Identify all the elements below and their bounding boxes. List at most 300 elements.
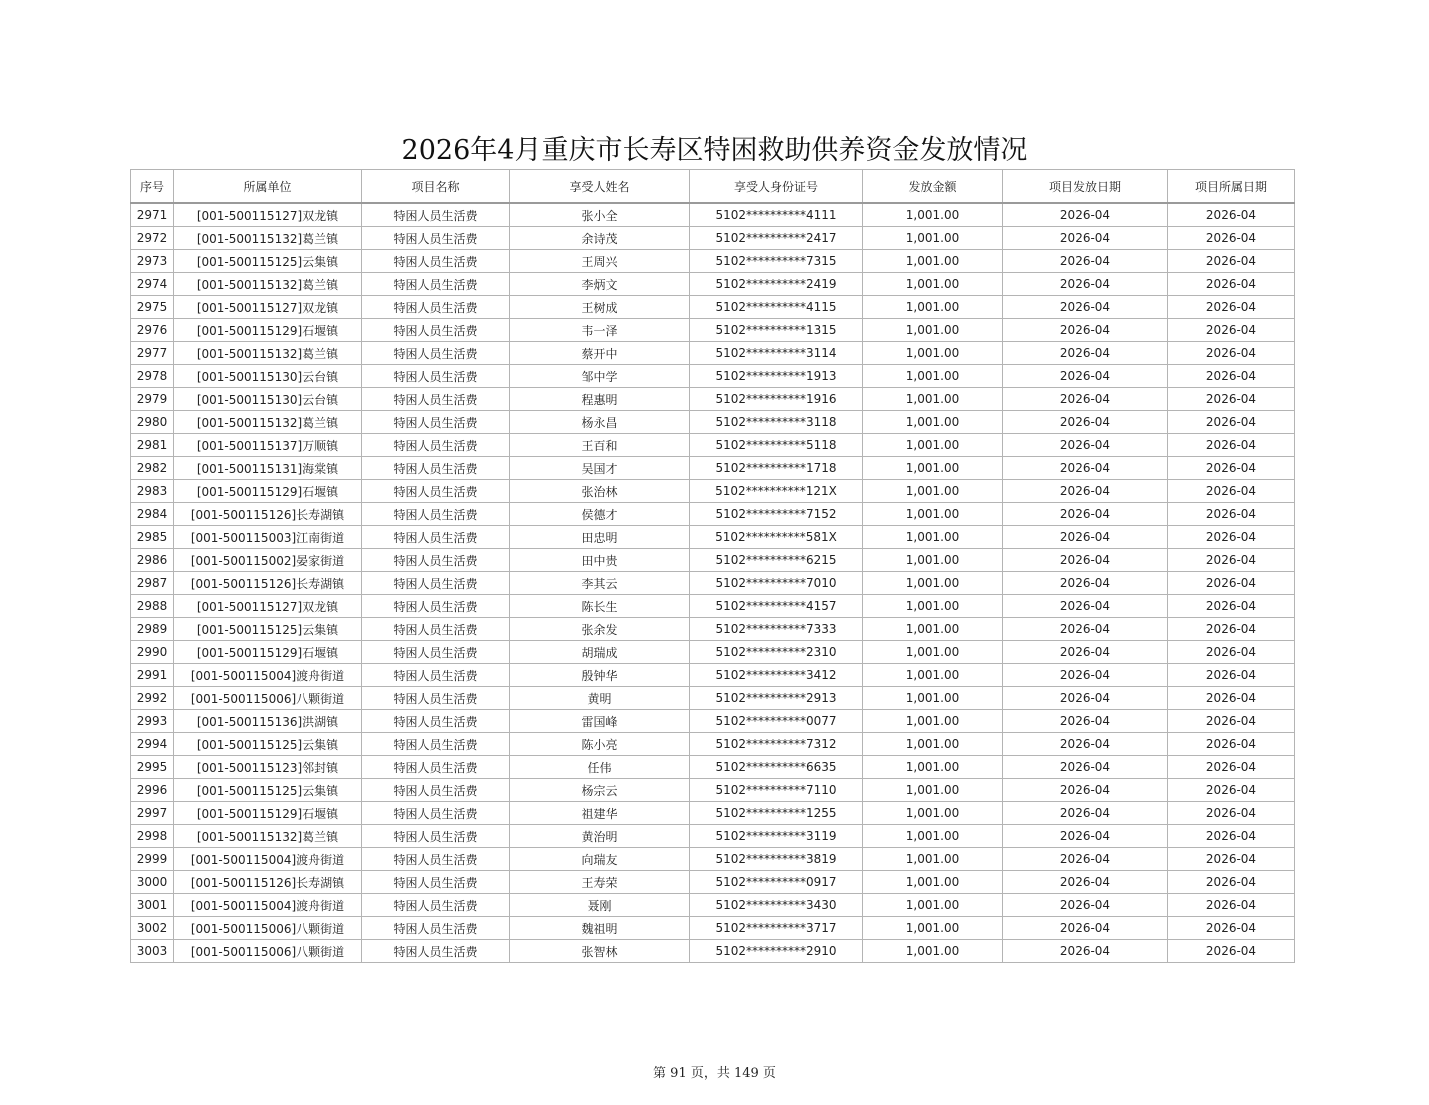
cell-period-date: 2026-04 (1168, 296, 1295, 319)
cell-project-name: 特困人员生活费 (362, 365, 510, 388)
cell-project-name: 特困人员生活费 (362, 733, 510, 756)
cell-recipient-id: 5102**********7315 (690, 250, 863, 273)
cell-index: 2991 (131, 664, 174, 687)
cell-index: 2981 (131, 434, 174, 457)
cell-amount: 1,001.00 (863, 365, 1003, 388)
cell-amount: 1,001.00 (863, 434, 1003, 457)
cell-period-date: 2026-04 (1168, 733, 1295, 756)
cell-period-date: 2026-04 (1168, 710, 1295, 733)
cell-amount: 1,001.00 (863, 273, 1003, 296)
cell-recipient-name: 张余发 (510, 618, 690, 641)
cell-recipient-name: 魏祖明 (510, 917, 690, 940)
cell-recipient-name: 张小全 (510, 203, 690, 227)
cell-amount: 1,001.00 (863, 503, 1003, 526)
cell-recipient-name: 向瑞友 (510, 848, 690, 871)
cell-unit: [001-500115127]双龙镇 (174, 203, 362, 227)
cell-recipient-id: 5102**********7312 (690, 733, 863, 756)
cell-recipient-name: 陈小亮 (510, 733, 690, 756)
header-index: 序号 (131, 170, 174, 204)
cell-recipient-name: 任伟 (510, 756, 690, 779)
cell-project-name: 特困人员生活费 (362, 388, 510, 411)
table-row (131, 250, 1295, 273)
table-row (131, 365, 1295, 388)
cell-unit: [001-500115004]渡舟街道 (174, 894, 362, 917)
cell-recipient-id: 5102**********6215 (690, 549, 863, 572)
cell-index: 2972 (131, 227, 174, 250)
cell-recipient-id: 5102**********1718 (690, 457, 863, 480)
cell-period-date: 2026-04 (1168, 779, 1295, 802)
cell-project-name: 特困人员生活费 (362, 227, 510, 250)
cell-issue-date: 2026-04 (1003, 940, 1168, 963)
cell-period-date: 2026-04 (1168, 503, 1295, 526)
cell-issue-date: 2026-04 (1003, 319, 1168, 342)
cell-index: 2994 (131, 733, 174, 756)
cell-unit: [001-500115132]葛兰镇 (174, 825, 362, 848)
cell-project-name: 特困人员生活费 (362, 434, 510, 457)
cell-unit: [001-500115006]八颗街道 (174, 940, 362, 963)
cell-issue-date: 2026-04 (1003, 687, 1168, 710)
cell-project-name: 特困人员生活费 (362, 687, 510, 710)
cell-amount: 1,001.00 (863, 641, 1003, 664)
table-row (131, 848, 1295, 871)
table-row (131, 457, 1295, 480)
cell-issue-date: 2026-04 (1003, 503, 1168, 526)
table-row (131, 273, 1295, 296)
table-header-row (131, 170, 1295, 204)
cell-unit: [001-500115132]葛兰镇 (174, 227, 362, 250)
table-row (131, 296, 1295, 319)
cell-project-name: 特困人员生活费 (362, 618, 510, 641)
table-row (131, 756, 1295, 779)
cell-recipient-id: 5102**********2419 (690, 273, 863, 296)
cell-issue-date: 2026-04 (1003, 710, 1168, 733)
cell-recipient-id: 5102**********4115 (690, 296, 863, 319)
cell-period-date: 2026-04 (1168, 365, 1295, 388)
payment-table (130, 169, 1295, 963)
cell-issue-date: 2026-04 (1003, 342, 1168, 365)
cell-issue-date: 2026-04 (1003, 296, 1168, 319)
cell-issue-date: 2026-04 (1003, 664, 1168, 687)
cell-issue-date: 2026-04 (1003, 526, 1168, 549)
cell-issue-date: 2026-04 (1003, 388, 1168, 411)
cell-recipient-id: 5102**********3430 (690, 894, 863, 917)
cell-period-date: 2026-04 (1168, 618, 1295, 641)
table-row (131, 917, 1295, 940)
cell-recipient-name: 胡瑞成 (510, 641, 690, 664)
header-unit: 所属单位 (174, 170, 362, 204)
cell-unit: [001-500115132]葛兰镇 (174, 411, 362, 434)
cell-recipient-id: 5102**********3412 (690, 664, 863, 687)
cell-amount: 1,001.00 (863, 664, 1003, 687)
cell-period-date: 2026-04 (1168, 388, 1295, 411)
cell-unit: [001-500115003]江南街道 (174, 526, 362, 549)
cell-period-date: 2026-04 (1168, 641, 1295, 664)
cell-project-name: 特困人员生活费 (362, 641, 510, 664)
table-row (131, 503, 1295, 526)
cell-amount: 1,001.00 (863, 526, 1003, 549)
cell-unit: [001-500115123]邻封镇 (174, 756, 362, 779)
page-number: 第 91 页，共 149 页 (653, 1066, 776, 1081)
payment-table-container (130, 169, 1294, 963)
cell-recipient-id: 5102**********4157 (690, 595, 863, 618)
cell-unit: [001-500115129]石堰镇 (174, 480, 362, 503)
cell-unit: [001-500115006]八颗街道 (174, 917, 362, 940)
cell-index: 2989 (131, 618, 174, 641)
cell-issue-date: 2026-04 (1003, 572, 1168, 595)
cell-index: 2993 (131, 710, 174, 733)
cell-issue-date: 2026-04 (1003, 457, 1168, 480)
cell-period-date: 2026-04 (1168, 480, 1295, 503)
table-row (131, 388, 1295, 411)
cell-period-date: 2026-04 (1168, 549, 1295, 572)
cell-amount: 1,001.00 (863, 710, 1003, 733)
cell-project-name: 特困人员生活费 (362, 526, 510, 549)
cell-amount: 1,001.00 (863, 871, 1003, 894)
table-row (131, 664, 1295, 687)
cell-index: 2990 (131, 641, 174, 664)
cell-recipient-name: 王百和 (510, 434, 690, 457)
cell-unit: [001-500115130]云台镇 (174, 365, 362, 388)
cell-recipient-name: 陈长生 (510, 595, 690, 618)
cell-period-date: 2026-04 (1168, 848, 1295, 871)
table-row (131, 871, 1295, 894)
table-row (131, 802, 1295, 825)
cell-project-name: 特困人员生活费 (362, 779, 510, 802)
cell-recipient-name: 邹中学 (510, 365, 690, 388)
cell-issue-date: 2026-04 (1003, 227, 1168, 250)
cell-amount: 1,001.00 (863, 250, 1003, 273)
cell-index: 2976 (131, 319, 174, 342)
header-recipient-id: 享受人身份证号 (690, 170, 863, 204)
cell-recipient-id: 5102**********6635 (690, 756, 863, 779)
cell-amount: 1,001.00 (863, 480, 1003, 503)
cell-unit: [001-500115125]云集镇 (174, 250, 362, 273)
cell-recipient-name: 黄治明 (510, 825, 690, 848)
cell-index: 2977 (131, 342, 174, 365)
cell-recipient-name: 王树成 (510, 296, 690, 319)
cell-project-name: 特困人员生活费 (362, 457, 510, 480)
cell-unit: [001-500115129]石堰镇 (174, 641, 362, 664)
cell-recipient-id: 5102**********3114 (690, 342, 863, 365)
cell-amount: 1,001.00 (863, 802, 1003, 825)
cell-unit: [001-500115125]云集镇 (174, 733, 362, 756)
cell-recipient-id: 5102**********2417 (690, 227, 863, 250)
header-period-date: 项目所属日期 (1168, 170, 1295, 204)
cell-index: 2973 (131, 250, 174, 273)
cell-unit: [001-500115125]云集镇 (174, 618, 362, 641)
cell-project-name: 特困人员生活费 (362, 319, 510, 342)
cell-index: 2978 (131, 365, 174, 388)
cell-unit: [001-500115131]海棠镇 (174, 457, 362, 480)
cell-issue-date: 2026-04 (1003, 549, 1168, 572)
cell-project-name: 特困人员生活费 (362, 203, 510, 227)
cell-amount: 1,001.00 (863, 296, 1003, 319)
cell-recipient-id: 5102**********0077 (690, 710, 863, 733)
cell-unit: [001-500115126]长寿湖镇 (174, 503, 362, 526)
cell-amount: 1,001.00 (863, 227, 1003, 250)
cell-unit: [001-500115006]八颗街道 (174, 687, 362, 710)
cell-recipient-name: 李炳文 (510, 273, 690, 296)
cell-recipient-id: 5102**********2310 (690, 641, 863, 664)
cell-period-date: 2026-04 (1168, 940, 1295, 963)
cell-issue-date: 2026-04 (1003, 595, 1168, 618)
cell-unit: [001-500115130]云台镇 (174, 388, 362, 411)
cell-index: 2997 (131, 802, 174, 825)
cell-index: 2992 (131, 687, 174, 710)
cell-index: 2984 (131, 503, 174, 526)
cell-period-date: 2026-04 (1168, 526, 1295, 549)
cell-amount: 1,001.00 (863, 848, 1003, 871)
cell-project-name: 特困人员生活费 (362, 848, 510, 871)
cell-recipient-name: 杨宗云 (510, 779, 690, 802)
cell-project-name: 特困人员生活费 (362, 296, 510, 319)
cell-period-date: 2026-04 (1168, 250, 1295, 273)
header-recipient-name: 享受人姓名 (510, 170, 690, 204)
cell-recipient-id: 5102**********2913 (690, 687, 863, 710)
cell-index: 2987 (131, 572, 174, 595)
cell-recipient-id: 5102**********4111 (690, 203, 863, 227)
cell-recipient-name: 聂刚 (510, 894, 690, 917)
cell-project-name: 特困人员生活费 (362, 572, 510, 595)
cell-period-date: 2026-04 (1168, 917, 1295, 940)
cell-unit: [001-500115127]双龙镇 (174, 296, 362, 319)
cell-index: 2986 (131, 549, 174, 572)
cell-issue-date: 2026-04 (1003, 250, 1168, 273)
cell-project-name: 特困人员生活费 (362, 940, 510, 963)
cell-project-name: 特困人员生活费 (362, 917, 510, 940)
cell-period-date: 2026-04 (1168, 825, 1295, 848)
cell-period-date: 2026-04 (1168, 227, 1295, 250)
table-row (131, 319, 1295, 342)
cell-issue-date: 2026-04 (1003, 802, 1168, 825)
table-row (131, 227, 1295, 250)
cell-index: 3001 (131, 894, 174, 917)
cell-amount: 1,001.00 (863, 894, 1003, 917)
cell-unit: [001-500115004]渡舟街道 (174, 848, 362, 871)
cell-unit: [001-500115137]万顺镇 (174, 434, 362, 457)
cell-index: 2971 (131, 203, 174, 227)
cell-recipient-name: 侯德才 (510, 503, 690, 526)
cell-index: 2985 (131, 526, 174, 549)
cell-index: 2999 (131, 848, 174, 871)
cell-issue-date: 2026-04 (1003, 871, 1168, 894)
table-row (131, 595, 1295, 618)
table-row (131, 549, 1295, 572)
cell-unit: [001-500115129]石堰镇 (174, 802, 362, 825)
cell-recipient-id: 5102**********2910 (690, 940, 863, 963)
cell-period-date: 2026-04 (1168, 802, 1295, 825)
cell-period-date: 2026-04 (1168, 664, 1295, 687)
cell-index: 3003 (131, 940, 174, 963)
cell-period-date: 2026-04 (1168, 595, 1295, 618)
cell-recipient-id: 5102**********0917 (690, 871, 863, 894)
cell-recipient-name: 雷国峰 (510, 710, 690, 733)
cell-recipient-id: 5102**********1315 (690, 319, 863, 342)
cell-recipient-id: 5102**********7333 (690, 618, 863, 641)
cell-period-date: 2026-04 (1168, 871, 1295, 894)
cell-recipient-id: 5102**********3118 (690, 411, 863, 434)
cell-recipient-id: 5102**********7110 (690, 779, 863, 802)
table-row (131, 526, 1295, 549)
cell-project-name: 特困人员生活费 (362, 894, 510, 917)
table-row (131, 894, 1295, 917)
cell-index: 2974 (131, 273, 174, 296)
cell-period-date: 2026-04 (1168, 687, 1295, 710)
table-row (131, 434, 1295, 457)
cell-project-name: 特困人员生活费 (362, 549, 510, 572)
cell-unit: [001-500115132]葛兰镇 (174, 342, 362, 365)
cell-recipient-id: 5102**********7152 (690, 503, 863, 526)
page-title: 2026年4月重庆市长寿区特困救助供养资金发放情况 (401, 135, 1028, 166)
cell-recipient-name: 余诗茂 (510, 227, 690, 250)
cell-recipient-id: 5102**********3819 (690, 848, 863, 871)
table-row (131, 480, 1295, 503)
cell-period-date: 2026-04 (1168, 572, 1295, 595)
cell-amount: 1,001.00 (863, 549, 1003, 572)
cell-unit: [001-500115126]长寿湖镇 (174, 572, 362, 595)
cell-project-name: 特困人员生活费 (362, 411, 510, 434)
cell-issue-date: 2026-04 (1003, 894, 1168, 917)
table-row (131, 203, 1295, 227)
cell-period-date: 2026-04 (1168, 203, 1295, 227)
cell-amount: 1,001.00 (863, 203, 1003, 227)
cell-project-name: 特困人员生活费 (362, 503, 510, 526)
cell-issue-date: 2026-04 (1003, 779, 1168, 802)
table-row (131, 733, 1295, 756)
cell-amount: 1,001.00 (863, 595, 1003, 618)
cell-project-name: 特困人员生活费 (362, 342, 510, 365)
cell-amount: 1,001.00 (863, 917, 1003, 940)
cell-issue-date: 2026-04 (1003, 917, 1168, 940)
cell-period-date: 2026-04 (1168, 457, 1295, 480)
cell-recipient-name: 韦一泽 (510, 319, 690, 342)
cell-issue-date: 2026-04 (1003, 618, 1168, 641)
cell-unit: [001-500115129]石堰镇 (174, 319, 362, 342)
cell-unit: [001-500115126]长寿湖镇 (174, 871, 362, 894)
cell-recipient-name: 李其云 (510, 572, 690, 595)
cell-project-name: 特困人员生活费 (362, 664, 510, 687)
cell-recipient-name: 杨永昌 (510, 411, 690, 434)
cell-project-name: 特困人员生活费 (362, 273, 510, 296)
cell-amount: 1,001.00 (863, 319, 1003, 342)
cell-amount: 1,001.00 (863, 618, 1003, 641)
cell-recipient-id: 5102**********121X (690, 480, 863, 503)
cell-unit: [001-500115136]洪湖镇 (174, 710, 362, 733)
header-project-name: 项目名称 (362, 170, 510, 204)
cell-unit: [001-500115127]双龙镇 (174, 595, 362, 618)
cell-project-name: 特困人员生活费 (362, 756, 510, 779)
cell-index: 2975 (131, 296, 174, 319)
table-row (131, 342, 1295, 365)
cell-period-date: 2026-04 (1168, 342, 1295, 365)
cell-period-date: 2026-04 (1168, 894, 1295, 917)
cell-issue-date: 2026-04 (1003, 203, 1168, 227)
cell-project-name: 特困人员生活费 (362, 871, 510, 894)
cell-recipient-name: 田中贵 (510, 549, 690, 572)
cell-recipient-id: 5102**********1916 (690, 388, 863, 411)
table-row (131, 618, 1295, 641)
cell-index: 2982 (131, 457, 174, 480)
cell-issue-date: 2026-04 (1003, 825, 1168, 848)
cell-index: 3002 (131, 917, 174, 940)
cell-period-date: 2026-04 (1168, 273, 1295, 296)
cell-index: 2995 (131, 756, 174, 779)
cell-unit: [001-500115125]云集镇 (174, 779, 362, 802)
header-issue-date: 项目发放日期 (1003, 170, 1168, 204)
cell-issue-date: 2026-04 (1003, 411, 1168, 434)
cell-period-date: 2026-04 (1168, 319, 1295, 342)
table-row (131, 825, 1295, 848)
cell-unit: [001-500115002]晏家街道 (174, 549, 362, 572)
cell-recipient-name: 田忠明 (510, 526, 690, 549)
cell-unit: [001-500115004]渡舟街道 (174, 664, 362, 687)
cell-index: 2996 (131, 779, 174, 802)
cell-amount: 1,001.00 (863, 457, 1003, 480)
cell-period-date: 2026-04 (1168, 434, 1295, 457)
cell-recipient-id: 5102**********5118 (690, 434, 863, 457)
cell-amount: 1,001.00 (863, 779, 1003, 802)
cell-project-name: 特困人员生活费 (362, 595, 510, 618)
cell-project-name: 特困人员生活费 (362, 480, 510, 503)
cell-amount: 1,001.00 (863, 388, 1003, 411)
cell-project-name: 特困人员生活费 (362, 802, 510, 825)
header-amount: 发放金额 (863, 170, 1003, 204)
cell-recipient-id: 5102**********7010 (690, 572, 863, 595)
cell-index: 3000 (131, 871, 174, 894)
cell-index: 2998 (131, 825, 174, 848)
table-row (131, 411, 1295, 434)
cell-recipient-name: 王周兴 (510, 250, 690, 273)
cell-recipient-id: 5102**********1913 (690, 365, 863, 388)
cell-recipient-name: 王寿荣 (510, 871, 690, 894)
cell-project-name: 特困人员生活费 (362, 250, 510, 273)
cell-recipient-id: 5102**********3717 (690, 917, 863, 940)
cell-issue-date: 2026-04 (1003, 733, 1168, 756)
cell-issue-date: 2026-04 (1003, 480, 1168, 503)
cell-index: 2988 (131, 595, 174, 618)
cell-amount: 1,001.00 (863, 342, 1003, 365)
cell-amount: 1,001.00 (863, 411, 1003, 434)
cell-issue-date: 2026-04 (1003, 434, 1168, 457)
cell-recipient-name: 黄明 (510, 687, 690, 710)
cell-index: 2983 (131, 480, 174, 503)
cell-index: 2980 (131, 411, 174, 434)
cell-amount: 1,001.00 (863, 733, 1003, 756)
cell-amount: 1,001.00 (863, 940, 1003, 963)
cell-recipient-id: 5102**********3119 (690, 825, 863, 848)
table-row (131, 572, 1295, 595)
cell-project-name: 特困人员生活费 (362, 710, 510, 733)
cell-unit: [001-500115132]葛兰镇 (174, 273, 362, 296)
table-row (131, 940, 1295, 963)
cell-amount: 1,001.00 (863, 687, 1003, 710)
cell-issue-date: 2026-04 (1003, 848, 1168, 871)
cell-issue-date: 2026-04 (1003, 756, 1168, 779)
cell-recipient-id: 5102**********581X (690, 526, 863, 549)
cell-index: 2979 (131, 388, 174, 411)
table-row (131, 779, 1295, 802)
cell-project-name: 特困人员生活费 (362, 825, 510, 848)
cell-period-date: 2026-04 (1168, 756, 1295, 779)
cell-issue-date: 2026-04 (1003, 365, 1168, 388)
cell-amount: 1,001.00 (863, 756, 1003, 779)
cell-recipient-name: 张智林 (510, 940, 690, 963)
cell-recipient-name: 张治林 (510, 480, 690, 503)
cell-recipient-name: 蔡开中 (510, 342, 690, 365)
table-body (131, 203, 1295, 963)
cell-recipient-name: 祖建华 (510, 802, 690, 825)
cell-recipient-id: 5102**********1255 (690, 802, 863, 825)
